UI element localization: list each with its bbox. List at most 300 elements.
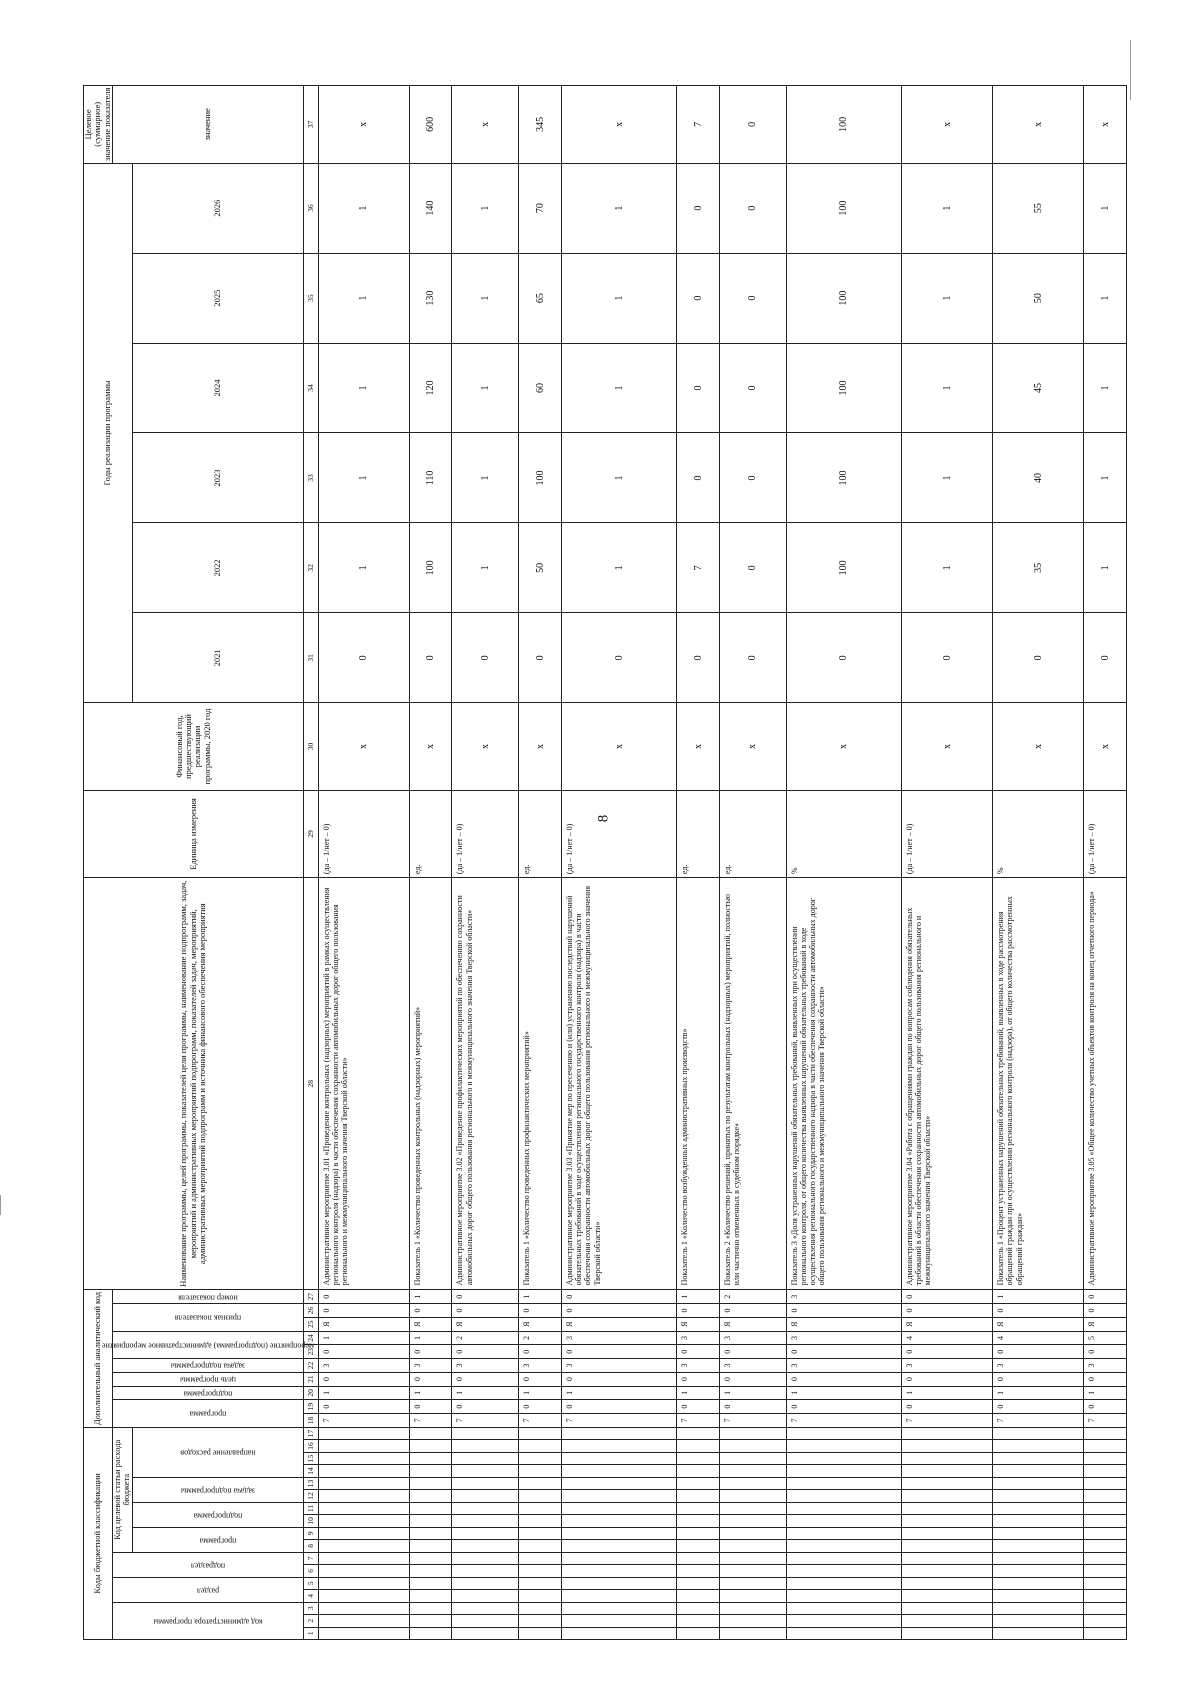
budget-code-cell: [561, 1540, 676, 1552]
budget-code-cell: [719, 1490, 786, 1502]
budget-code-cell: [519, 1477, 562, 1489]
row-fin-year: х: [452, 703, 519, 790]
column-number: 17: [303, 1427, 318, 1440]
column-number: 10: [303, 1515, 318, 1527]
budget-code-cell: [786, 1590, 901, 1602]
budget-code-cell: [519, 1577, 562, 1589]
analytic-code-cell: 0: [786, 1304, 901, 1318]
budget-code-cell: [1084, 1477, 1127, 1489]
budget-code-cell: [409, 1552, 452, 1564]
analytic-code-cell: 1: [1084, 1386, 1127, 1400]
row-year-value: 55: [993, 163, 1084, 253]
analytic-code-cell: 0: [1084, 1290, 1127, 1304]
budget-code-cell: [452, 1465, 519, 1477]
column-number: 7: [303, 1552, 318, 1564]
analytic-code-cell: 3: [719, 1359, 786, 1373]
analytic-code-cell: 7: [561, 1414, 676, 1428]
budget-code-cell: [677, 1427, 720, 1440]
table-row: [993, 86, 1084, 1640]
column-number: 3: [303, 1602, 318, 1614]
analytic-code-cell: 7: [1084, 1414, 1127, 1428]
budget-code-cell: [993, 1627, 1084, 1639]
analytic-code-cell: 3: [561, 1359, 676, 1373]
analytic-code-cell: 0: [902, 1290, 993, 1304]
budget-code-cell: [993, 1427, 1084, 1440]
column-number: 24: [303, 1331, 318, 1345]
budget-code-cell: [452, 1602, 519, 1614]
budget-code-cell: [519, 1452, 562, 1464]
budget-code-cell: [719, 1577, 786, 1589]
row-name: Показатель 1 «Количество проведенных контрольных (надзорных) мероприятий»: [409, 878, 452, 1290]
analytic-code-cell: 4: [902, 1331, 993, 1345]
budget-code-cell: [1084, 1552, 1127, 1564]
row-unit: (да – 1/нет – 0): [452, 790, 519, 877]
budget-code-cell: [902, 1627, 993, 1639]
analytic-code-cell: 1: [452, 1386, 519, 1400]
header-fin-year: Финансовый год, предшествующий реализации программы, 2020 год: [84, 703, 304, 790]
budget-code-cell: [993, 1440, 1084, 1452]
budget-code-cell: [677, 1477, 720, 1489]
budget-code-cell: [318, 1515, 409, 1527]
budget-code-cell: [719, 1502, 786, 1514]
budget-code-cell: [993, 1452, 1084, 1464]
budget-code-cell: [993, 1590, 1084, 1602]
analytic-code-cell: 5: [1084, 1331, 1127, 1345]
table-row: [452, 86, 519, 1640]
budget-code-cell: [902, 1540, 993, 1552]
row-year-value: 0: [719, 433, 786, 523]
row-year-value: 1: [318, 523, 409, 613]
header-extra-program-text: программа: [189, 1409, 227, 1419]
row-unit: (да – 1/нет – 0): [1084, 790, 1127, 877]
analytic-code-cell: 7: [719, 1414, 786, 1428]
row-year-value: 0: [719, 163, 786, 253]
budget-code-cell: [677, 1540, 720, 1552]
analytic-code-cell: 3: [786, 1359, 901, 1373]
analytic-code-cell: 0: [902, 1400, 993, 1414]
table-row: [409, 86, 452, 1640]
analytic-code-cell: 0: [318, 1400, 409, 1414]
column-number: 18: [303, 1414, 318, 1428]
analytic-code-cell: 0: [677, 1345, 720, 1359]
budget-code-cell: [719, 1527, 786, 1539]
analytic-code-cell: 0: [452, 1400, 519, 1414]
budget-code-cell: [902, 1552, 993, 1564]
budget-code-cell: [318, 1602, 409, 1614]
analytic-code-cell: 0: [719, 1345, 786, 1359]
analytic-code-cell: 7: [902, 1414, 993, 1428]
analytic-code-cell: 7: [318, 1414, 409, 1428]
column-number: 11: [303, 1502, 318, 1514]
budget-code-cell: [902, 1490, 993, 1502]
budget-code-cell: [719, 1427, 786, 1440]
scan-artifact-line: [1130, 40, 1131, 100]
analytic-code-cell: 0: [318, 1345, 409, 1359]
header-program-text: программа: [199, 1536, 237, 1546]
analytic-code-cell: 0: [519, 1345, 562, 1359]
row-unit: ед.: [409, 790, 452, 877]
row-year-value: 7: [677, 523, 720, 613]
header-subsection-text: подраздел: [190, 1560, 226, 1570]
budget-code-cell: [993, 1577, 1084, 1589]
analytic-code-cell: 0: [452, 1304, 519, 1318]
budget-code-cell: [318, 1465, 409, 1477]
header-year-2023: 2023: [132, 433, 303, 523]
budget-code-cell: [786, 1615, 901, 1627]
header-indicator-flag: [113, 1304, 304, 1331]
analytic-code-cell: 0: [677, 1400, 720, 1414]
row-year-value: 1: [1084, 433, 1127, 523]
row-year-value: 1: [1084, 253, 1127, 343]
budget-code-cell: [719, 1565, 786, 1577]
analytic-code-cell: Я: [993, 1317, 1084, 1331]
budget-code-cell: [452, 1565, 519, 1577]
analytic-code-cell: 0: [719, 1304, 786, 1318]
budget-code-cell: [318, 1627, 409, 1639]
budget-code-cell: [519, 1590, 562, 1602]
budget-code-cell: [1084, 1440, 1127, 1452]
budget-code-cell: [409, 1490, 452, 1502]
row-name: Административное мероприятие 3.01 «Проведение контрольных (надзорных) мероприятий в рамках осуществления регионального контроля (надзора) в части обеспечения сохранности автомобильных дорог общего пользования регионального и межмуниципального значения Тверской области»: [318, 878, 409, 1290]
budget-code-cell: [719, 1452, 786, 1464]
column-number: 5: [303, 1577, 318, 1589]
budget-code-cell: [409, 1427, 452, 1440]
header-year-2022: 2022: [132, 523, 303, 613]
analytic-code-cell: 0: [318, 1304, 409, 1318]
header-activity-text: мероприятие (подпрограмма) административное мероприятие: [101, 1341, 314, 1351]
analytic-code-cell: 2: [452, 1331, 519, 1345]
analytic-code-cell: 0: [452, 1290, 519, 1304]
header-target-value: значение: [113, 86, 304, 164]
table-row: [677, 86, 720, 1640]
budget-code-cell: [1084, 1540, 1127, 1552]
budget-code-cell: [993, 1477, 1084, 1489]
row-year-value: 110: [409, 433, 452, 523]
budget-code-cell: [409, 1502, 452, 1514]
analytic-code-cell: 0: [519, 1400, 562, 1414]
budget-code-cell: [409, 1440, 452, 1452]
row-year-value: 0: [677, 613, 720, 703]
row-fin-year: х: [786, 703, 901, 790]
analytic-code-cell: Я: [452, 1317, 519, 1331]
table-row: [719, 86, 786, 1640]
analytic-code-cell: Я: [786, 1317, 901, 1331]
row-name: Показатель 1 «Количество возбужденных административных производств»: [677, 878, 720, 1290]
header-target-article: Код целевой статьи расхода бюджета: [113, 1427, 133, 1552]
budget-code-cell: [719, 1602, 786, 1614]
budget-code-cell: [318, 1427, 409, 1440]
budget-code-cell: [1084, 1565, 1127, 1577]
budget-code-cell: [452, 1502, 519, 1514]
budget-code-cell: [1084, 1490, 1127, 1502]
row-unit: ед.: [719, 790, 786, 877]
column-number: 14: [303, 1465, 318, 1477]
row-year-value: 0: [719, 343, 786, 433]
budget-code-cell: [902, 1615, 993, 1627]
budget-code-cell: [677, 1502, 720, 1514]
row-year-value: 1: [902, 343, 993, 433]
scan-artifact-line: [0, 1195, 1, 1215]
analytic-code-cell: 0: [902, 1304, 993, 1318]
budget-code-cell: [318, 1502, 409, 1514]
budget-code-cell: [452, 1552, 519, 1564]
budget-code-cell: [786, 1515, 901, 1527]
budget-code-cell: [452, 1627, 519, 1639]
header-indicator-number-text: номер показателя: [178, 1293, 238, 1303]
row-target-value: 345: [519, 86, 562, 164]
header-program-goal-text: цель программы: [179, 1375, 236, 1385]
budget-code-cell: [561, 1615, 676, 1627]
budget-code-cell: [993, 1565, 1084, 1577]
column-number: 22: [303, 1359, 318, 1373]
analytic-code-cell: 0: [452, 1345, 519, 1359]
header-row-1: [84, 86, 113, 1640]
analytic-code-cell: 3: [677, 1331, 720, 1345]
budget-code-cell: [719, 1515, 786, 1527]
budget-code-cell: [902, 1602, 993, 1614]
row-year-value: 100: [786, 523, 901, 613]
analytic-code-cell: 1: [519, 1290, 562, 1304]
budget-code-cell: [786, 1427, 901, 1440]
budget-code-cell: [561, 1440, 676, 1452]
budget-code-cell: [1084, 1527, 1127, 1539]
row-year-value: 1: [1084, 163, 1127, 253]
analytic-code-cell: 3: [902, 1359, 993, 1373]
budget-code-cell: [902, 1440, 993, 1452]
analytic-code-cell: 1: [902, 1386, 993, 1400]
row-year-value: 65: [519, 253, 562, 343]
analytic-code-cell: 3: [561, 1331, 676, 1345]
budget-code-cell: [719, 1590, 786, 1602]
budget-code-cell: [993, 1465, 1084, 1477]
analytic-code-cell: 0: [993, 1372, 1084, 1386]
header-year-2024: 2024: [132, 343, 303, 433]
budget-code-cell: [561, 1502, 676, 1514]
row-year-value: 1: [318, 433, 409, 523]
header-subsection: [113, 1552, 304, 1577]
analytic-code-cell: 1: [318, 1331, 409, 1345]
column-number: 21: [303, 1372, 318, 1386]
row-unit: (да – 1/нет – 0): [318, 790, 409, 877]
budget-code-cell: [902, 1452, 993, 1464]
column-number: 31: [303, 613, 318, 703]
budget-code-cell: [561, 1552, 676, 1564]
budget-code-cell: [677, 1440, 720, 1452]
header-extra-subprogram-text: подпрограмма: [183, 1389, 233, 1399]
row-fin-year: х: [318, 703, 409, 790]
header-extra-program: [113, 1400, 304, 1427]
row-year-value: 0: [719, 523, 786, 613]
budget-code-cell: [786, 1627, 901, 1639]
row-fin-year: х: [519, 703, 562, 790]
budget-code-cell: [719, 1552, 786, 1564]
column-number: 6: [303, 1565, 318, 1577]
row-year-value: 0: [677, 253, 720, 343]
analytic-code-cell: 3: [452, 1359, 519, 1373]
row-year-value: 1: [452, 163, 519, 253]
column-number: 16: [303, 1440, 318, 1452]
analytic-code-cell: 3: [677, 1359, 720, 1373]
budget-code-cell: [993, 1515, 1084, 1527]
row-fin-year: х: [561, 703, 676, 790]
budget-code-cell: [519, 1515, 562, 1527]
budget-code-cell: [318, 1552, 409, 1564]
row-unit: ед.: [519, 790, 562, 877]
header-name: Наименование программы, целей программы, показателей цели программы, наименование подпрограмм, задач, мероприятий и административных мероприятий подпрограмм, показателей задач, мероприятий, административных мероприятий подпрограмм и источника финансового обеспечения мероприятия: [84, 878, 304, 1290]
page-number: 8: [595, 814, 612, 823]
budget-code-cell: [561, 1515, 676, 1527]
budget-code-cell: [519, 1440, 562, 1452]
budget-code-cell: [318, 1565, 409, 1577]
budget-code-cell: [677, 1490, 720, 1502]
column-number: 27: [303, 1290, 318, 1304]
header-section: [113, 1577, 304, 1602]
budget-code-cell: [902, 1565, 993, 1577]
analytic-code-cell: 1: [318, 1386, 409, 1400]
budget-code-cell: [452, 1440, 519, 1452]
header-task-text: задача подпрограммы: [180, 1486, 255, 1496]
analytic-code-cell: 0: [561, 1304, 676, 1318]
analytic-code-cell: 7: [993, 1414, 1084, 1428]
budget-code-cell: [786, 1565, 901, 1577]
row-year-value: 0: [719, 613, 786, 703]
header-target: Целевое (суммарное) значение показателя: [84, 86, 113, 164]
row-fin-year: х: [902, 703, 993, 790]
row-year-value: 35: [993, 523, 1084, 613]
budget-code-cell: [902, 1465, 993, 1477]
column-number: 33: [303, 433, 318, 523]
budget-code-cell: [519, 1552, 562, 1564]
row-year-value: 0: [719, 253, 786, 343]
row-year-value: 0: [902, 613, 993, 703]
budget-code-cell: [519, 1602, 562, 1614]
analytic-code-cell: 1: [719, 1386, 786, 1400]
analytic-code-cell: 1: [677, 1290, 720, 1304]
row-year-value: 1: [452, 523, 519, 613]
table-row: [519, 86, 562, 1640]
budget-code-cell: [719, 1540, 786, 1552]
budget-code-cell: [902, 1527, 993, 1539]
row-year-value: 120: [409, 343, 452, 433]
budget-code-cell: [786, 1552, 901, 1564]
budget-code-cell: [902, 1477, 993, 1489]
analytic-code-cell: 0: [318, 1290, 409, 1304]
row-year-value: 50: [519, 523, 562, 613]
budget-code-cell: [677, 1627, 720, 1639]
analytic-code-cell: 1: [561, 1386, 676, 1400]
budget-code-cell: [519, 1627, 562, 1639]
analytic-code-cell: 3: [786, 1290, 901, 1304]
budget-code-cell: [1084, 1502, 1127, 1514]
analytic-code-cell: 0: [719, 1372, 786, 1386]
budget-code-cell: [719, 1477, 786, 1489]
header-task: [132, 1477, 303, 1502]
analytic-code-cell: 7: [409, 1414, 452, 1428]
header-expense-direction: [132, 1427, 303, 1477]
row-year-value: 0: [677, 433, 720, 523]
column-number: 9: [303, 1527, 318, 1539]
row-fin-year: х: [1084, 703, 1127, 790]
budget-code-cell: [409, 1452, 452, 1464]
budget-code-cell: [719, 1440, 786, 1452]
budget-code-cell: [519, 1565, 562, 1577]
analytic-code-cell: 0: [993, 1304, 1084, 1318]
analytic-code-cell: 0: [561, 1372, 676, 1386]
budget-code-cell: [1084, 1465, 1127, 1477]
budget-code-cell: [318, 1477, 409, 1489]
budget-code-cell: [318, 1490, 409, 1502]
analytic-code-cell: 0: [719, 1400, 786, 1414]
budget-code-cell: [519, 1427, 562, 1440]
budget-code-cell: [1084, 1615, 1127, 1627]
row-year-value: 100: [786, 253, 901, 343]
row-name: Административное мероприятие 3.02 «Проведение профилактических мероприятий по обеспечению сохранности автомобильных дорог общего пользования регионального и межмуниципального значения Тверской области»: [452, 878, 519, 1290]
analytic-code-cell: 0: [993, 1400, 1084, 1414]
table-row: [318, 86, 409, 1640]
budget-code-cell: [452, 1477, 519, 1489]
row-name: Административное мероприятие 3.03 «Принятие мер по пресечению и (или) устранению последствий нарушений обязательных требований в ходе осуществления регионального государственного контроля (надзора) в части обеспечения сохранности автомобильных дорог общего пользования регионального и межмуниципального значения Тверской области»: [561, 878, 676, 1290]
budget-code-cell: [452, 1515, 519, 1527]
budget-code-cell: [318, 1615, 409, 1627]
row-year-value: 45: [993, 343, 1084, 433]
budget-code-cell: [409, 1577, 452, 1589]
budget-code-cell: [318, 1577, 409, 1589]
row-year-value: 1: [318, 343, 409, 433]
row-fin-year: х: [993, 703, 1084, 790]
budget-code-cell: [561, 1602, 676, 1614]
row-unit: (да – 1/нет – 0): [902, 790, 993, 877]
row-year-value: 40: [993, 433, 1084, 523]
analytic-code-cell: 0: [318, 1372, 409, 1386]
header-extra-task-text: задача подпрограммы: [170, 1361, 246, 1371]
budget-code-cell: [677, 1515, 720, 1527]
row-target-value: х: [993, 86, 1084, 164]
row-name: Показатель 2 «Количество решений, принятых по результатам контрольных (надзорных) мероприятий, полностью или частично отмененных в судебном порядке»: [719, 878, 786, 1290]
budget-code-cell: [452, 1490, 519, 1502]
column-number-row: [303, 86, 318, 1640]
budget-code-cell: [786, 1465, 901, 1477]
analytic-code-cell: 0: [1084, 1345, 1127, 1359]
analytic-code-cell: 2: [719, 1290, 786, 1304]
column-number: 32: [303, 523, 318, 613]
column-number: 26: [303, 1304, 318, 1318]
budget-code-cell: [786, 1527, 901, 1539]
analytic-code-cell: 0: [786, 1372, 901, 1386]
analytic-code-cell: 1: [519, 1386, 562, 1400]
column-number: 13: [303, 1477, 318, 1489]
column-number: 25: [303, 1317, 318, 1331]
row-year-value: 1: [1084, 523, 1127, 613]
budget-code-cell: [1084, 1577, 1127, 1589]
row-year-value: 130: [409, 253, 452, 343]
analytic-code-cell: 0: [519, 1304, 562, 1318]
budget-code-cell: [677, 1452, 720, 1464]
budget-code-cell: [561, 1427, 676, 1440]
row-target-value: 0: [719, 86, 786, 164]
row-year-value: 1: [1084, 343, 1127, 433]
budget-code-cell: [677, 1565, 720, 1577]
budget-code-cell: [1084, 1515, 1127, 1527]
budget-code-cell: [677, 1465, 720, 1477]
budget-code-cell: [318, 1540, 409, 1552]
budget-code-cell: [409, 1602, 452, 1614]
budget-code-cell: [519, 1502, 562, 1514]
budget-code-cell: [993, 1527, 1084, 1539]
budget-code-cell: [561, 1465, 676, 1477]
header-year-2025: 2025: [132, 253, 303, 343]
budget-code-cell: [993, 1615, 1084, 1627]
row-year-value: 0: [1084, 613, 1127, 703]
